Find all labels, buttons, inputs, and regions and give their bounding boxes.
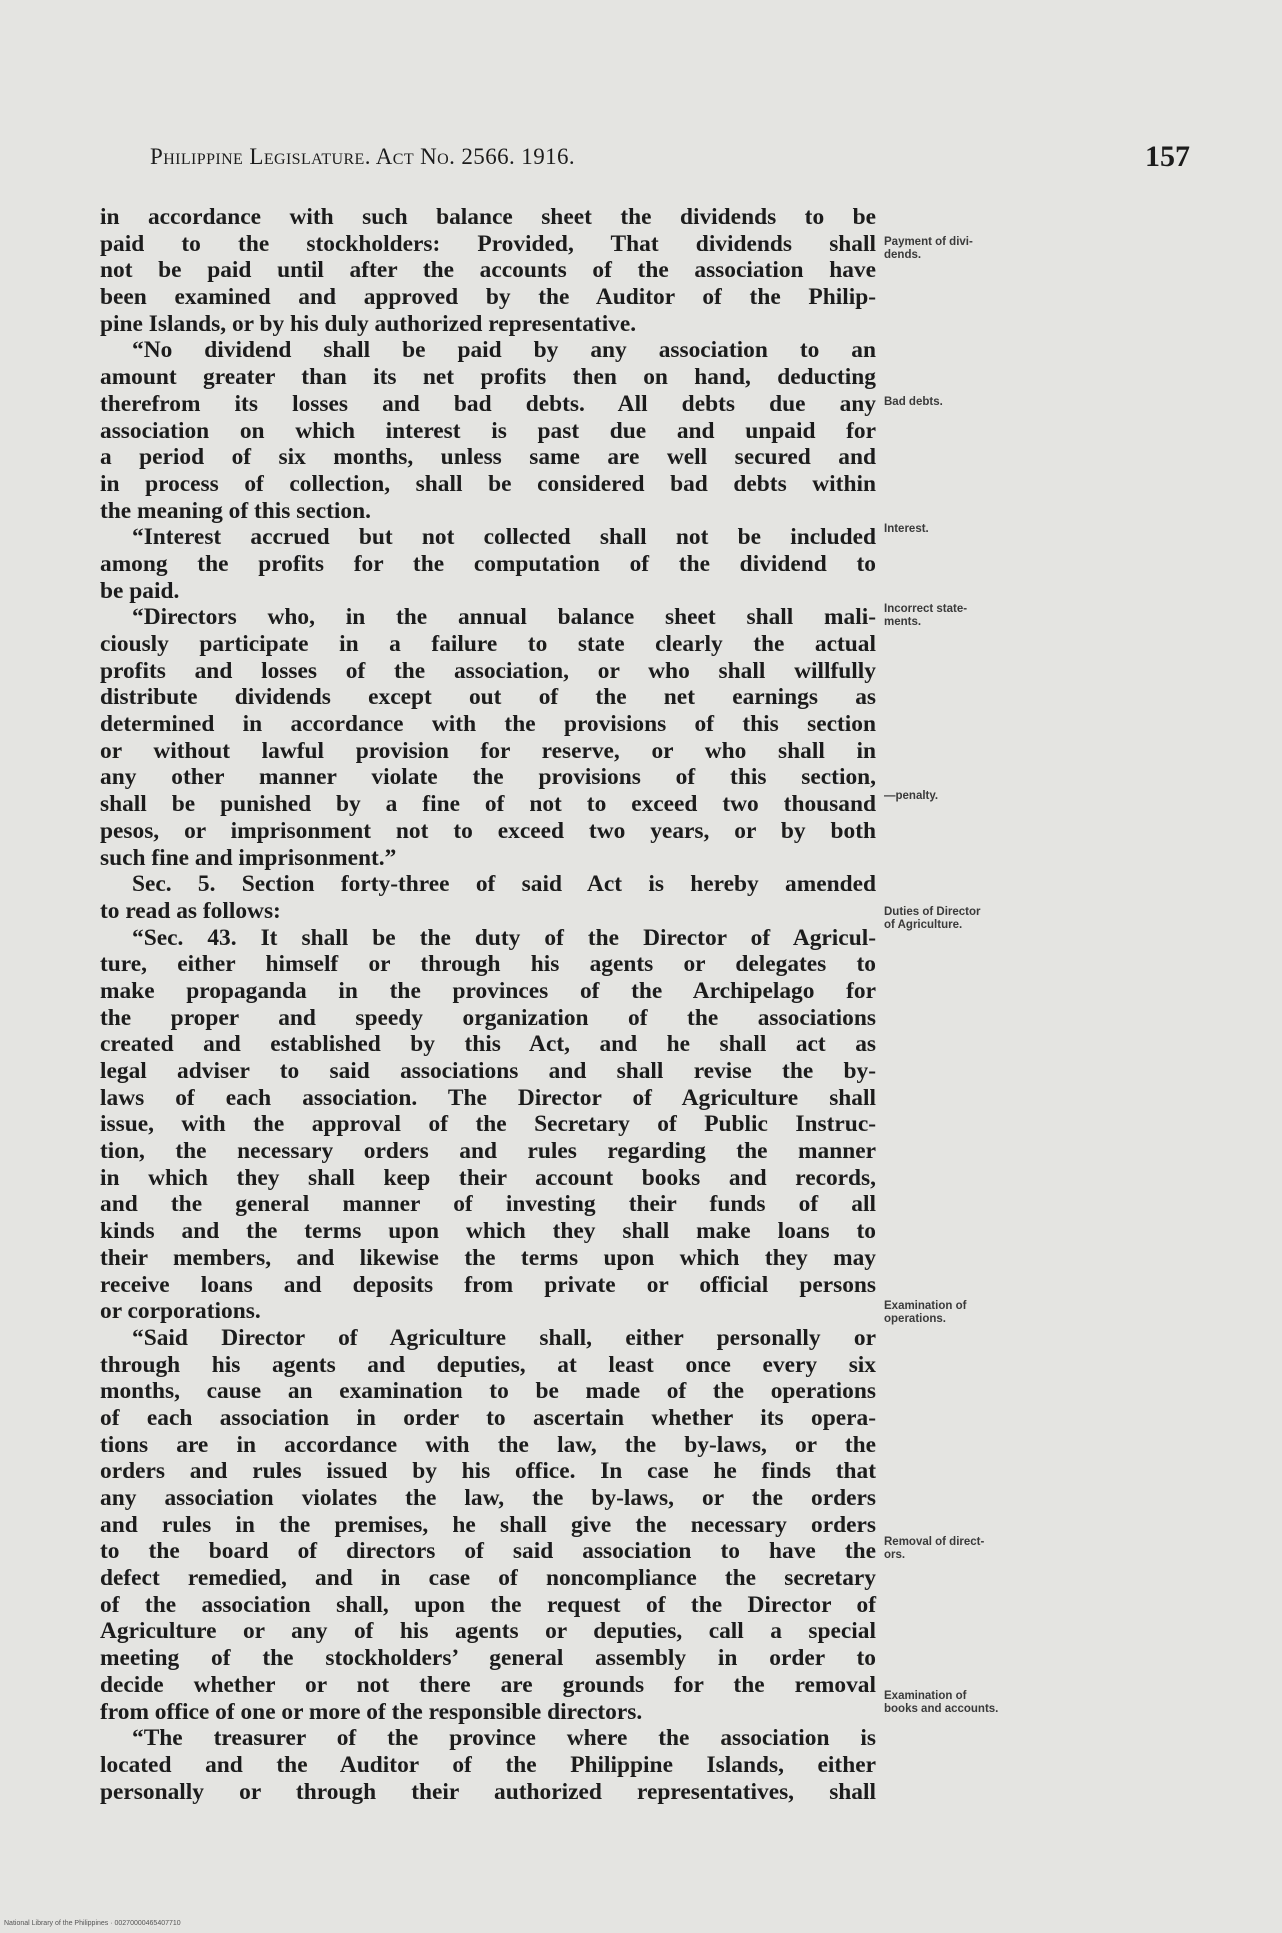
margin-note-incorrect-statements: Incorrect state- ments. — [884, 603, 968, 628]
margin-note-examination-of-operations: Examination of operations. — [884, 1300, 967, 1325]
body-line: therefrom its losses and bad debts. All debts due any — [100, 390, 876, 417]
body-line: distribute dividends except out of the net earnings as — [100, 684, 876, 711]
body-line: meeting of the stockholders’ general assembly in order to — [100, 1645, 876, 1672]
body-line: laws of each association. The Director of Agriculture shall — [100, 1084, 876, 1111]
body-line: decide whether or not there are grounds for the removal — [100, 1671, 876, 1698]
page-number: 157 — [1145, 140, 1190, 173]
margin-note-removal-of-directors: Removal of direct- ors. — [884, 1536, 985, 1561]
body-line: in accordance with such balance sheet the dividends to be — [100, 204, 876, 230]
body-line: personally or through their authorized representatives, shall — [100, 1778, 876, 1805]
body-line: ture, either himself or through his agents or delegates to — [100, 951, 876, 978]
body-line: or corporations. — [100, 1298, 261, 1325]
body-line: from office of one or more of the responsible directors. — [100, 1698, 643, 1725]
body-line: kinds and the terms upon which they shall make loans to — [100, 1218, 876, 1245]
body-line: in process of collection, shall be considered bad debts within — [100, 470, 876, 497]
body-line: the meaning of this section. — [100, 497, 371, 524]
margin-note-bad-debts: Bad debts. — [884, 396, 943, 408]
margin-note-payment-of-dividends: Payment of divi- dends. — [884, 236, 973, 261]
margin-note-duties-of-director: Duties of Director of Agriculture. — [884, 906, 981, 931]
body-line: legal adviser to said associations and shall revise the by- — [100, 1058, 876, 1084]
margin-note-interest: Interest. — [884, 523, 929, 535]
body-line: profits and losses of the association, or who shall willfully — [100, 657, 876, 684]
scan-credit: National Library of the Philippines · 00270000465407710 — [4, 1920, 181, 1927]
body-line: in which they shall keep their account books and records, — [100, 1164, 876, 1191]
body-line: “Sec. 43. It shall be the duty of the Director of Agricul- — [132, 924, 876, 951]
body-line: of each association in order to ascertain whether its opera- — [100, 1404, 876, 1431]
body-line: to the board of directors of said association to have the — [100, 1538, 876, 1565]
body-line: and rules in the premises, he shall give the necessary orders — [100, 1511, 876, 1538]
body-line: their members, and likewise the terms upon which they may — [100, 1244, 876, 1271]
body-line: a period of six months, unless same are well secured and — [100, 444, 876, 471]
body-line: determined in accordance with the provisions of this section — [100, 711, 876, 738]
body-line: “Directors who, in the annual balance sheet shall mali- — [132, 604, 876, 631]
body-line: months, cause an examination to be made of the operations — [100, 1378, 876, 1405]
body-line: and the general manner of investing their funds of all — [100, 1191, 876, 1218]
body-line: to read as follows: — [100, 897, 281, 924]
body-line: Agriculture or any of his agents or deputies, call a special — [100, 1618, 876, 1645]
running-head: Philippine Legislature. Act No. 2566. 1916. — [150, 144, 576, 169]
body-line: or without lawful provision for reserve, or who shall in — [100, 737, 876, 764]
body-line: tions are in accordance with the law, the by-laws, or the — [100, 1431, 876, 1458]
body-line: “Said Director of Agriculture shall, either personally or — [132, 1324, 876, 1351]
margin-note-penalty: —penalty. — [884, 790, 939, 802]
body-line: through his agents and deputies, at least once every six — [100, 1351, 876, 1378]
body-line: among the profits for the computation of the dividend to — [100, 550, 876, 577]
body-line: “Interest accrued but not collected shall not be included — [132, 524, 876, 551]
body-line: amount greater than its net profits then on hand, deducting — [100, 364, 876, 391]
body-line: pine Islands, or by his duly authorized representative. — [100, 310, 637, 337]
body-line: be paid. — [100, 577, 180, 604]
body-line: orders and rules issued by his office. In case he finds that — [100, 1458, 876, 1485]
body-line: shall be punished by a fine of not to exceed two thousand — [100, 791, 876, 818]
body-line: the proper and speedy organization of the associations — [100, 1004, 876, 1031]
body-line: defect remedied, and in case of noncompliance the secretary — [100, 1565, 876, 1592]
body-line: pesos, or imprisonment not to exceed two years, or by both — [100, 817, 876, 844]
body-line: located and the Auditor of the Philippine Islands, either — [100, 1751, 876, 1778]
body-line: of the association shall, upon the request of the Director of — [100, 1591, 876, 1618]
margin-note-examination-of-books: Examination of books and accounts. — [884, 1690, 999, 1715]
body-line: paid to the stockholders: Provided, That dividends shall — [100, 230, 876, 257]
body-line: “The treasurer of the province where the association is — [132, 1725, 876, 1752]
body-line: been examined and approved by the Auditor of the Philip- — [100, 284, 876, 311]
body-line: any association violates the law, the by-laws, or the orders — [100, 1485, 876, 1511]
body-line: not be paid until after the accounts of the association have — [100, 257, 876, 284]
body-line: ciously participate in a failure to state clearly the actual — [100, 631, 876, 657]
body-line: such fine and imprisonment.” — [100, 844, 397, 871]
body-line: association on which interest is past due and unpaid for — [100, 417, 876, 444]
body-line: receive loans and deposits from private or official persons — [100, 1271, 876, 1298]
body-line: make propaganda in the provinces of the Archipelago for — [100, 977, 876, 1004]
page-header — [150, 140, 1190, 184]
body-line: any other manner violate the provisions of this section, — [100, 764, 876, 791]
body-line: issue, with the approval of the Secretary of Public Instruc- — [100, 1111, 876, 1138]
body-line: tion, the necessary orders and rules regarding the manner — [100, 1138, 876, 1165]
body-line: created and established by this Act, and he shall act as — [100, 1031, 876, 1058]
body-line: Sec. 5. Section forty-three of said Act is hereby amended — [132, 871, 876, 898]
body-line: “No dividend shall be paid by any association to an — [132, 337, 876, 364]
body-text — [100, 204, 876, 1805]
